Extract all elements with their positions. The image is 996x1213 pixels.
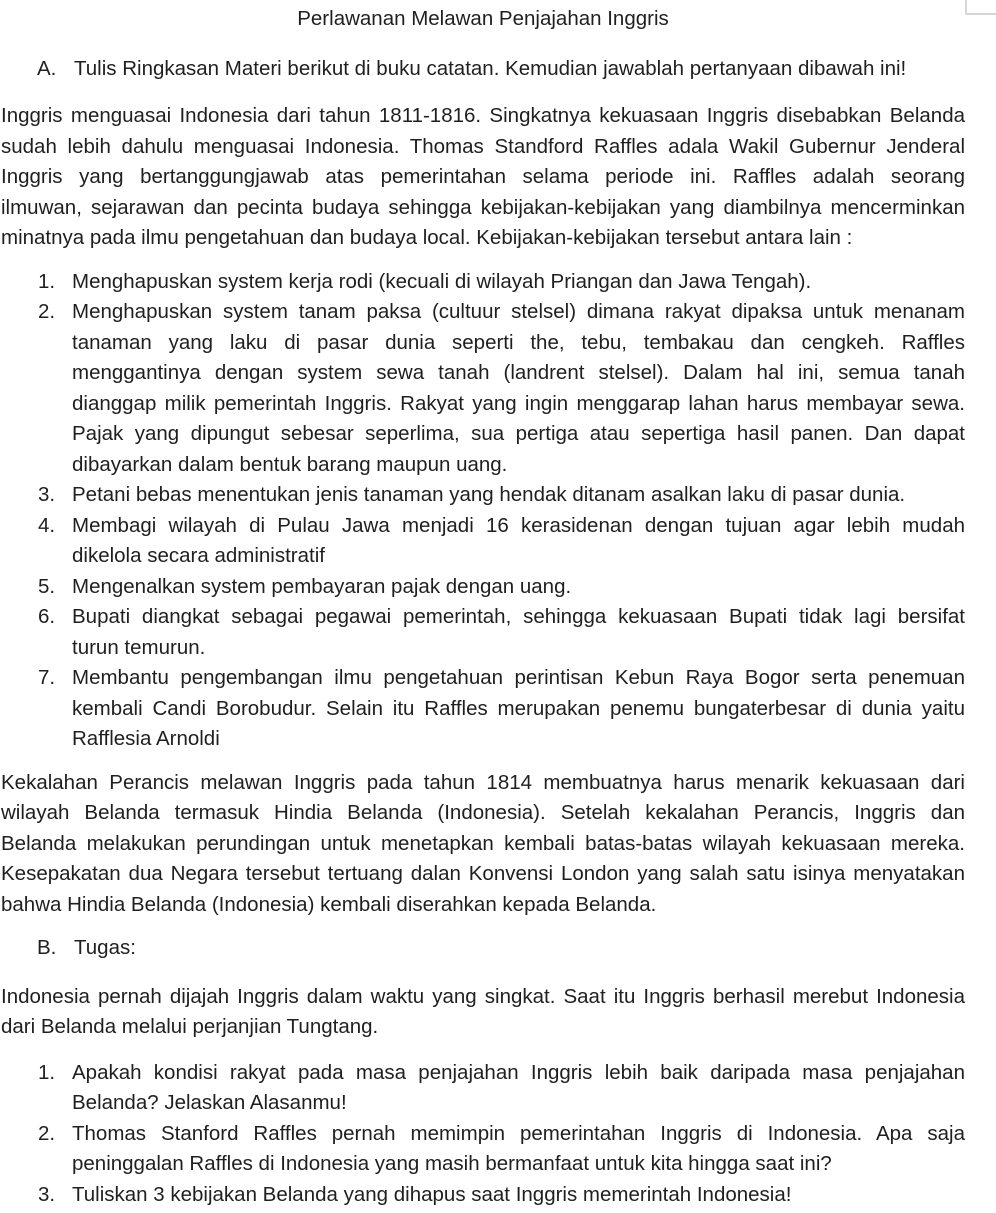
paragraph-line: wilayah Belanda termasuk Hindia Belanda (Indonesia). Setelah kekalahan Perancis, Inggris dan (1, 801, 965, 824)
list-item-line: dianggap milik pemerintah Inggris. Rakyat yang ingin menggarap lahan harus membayar sewa. (72, 391, 965, 415)
paragraph-line: Kesepakatan dua Negara tersebut tertuang dalan Konvensi London yang salah satu isinya menyatakan (1, 862, 965, 885)
list-item-number: 3. (38, 483, 56, 506)
paragraph-line: Inggris menguasai Indonesia dari tahun 1811-1816. Singkatnya kekuasaan Inggris disebabkan Belanda (1, 104, 965, 127)
section-a-text: Tulis Ringkasan Materi berikut di buku catatan. Kemudian jawablah pertanyaan dibawah ini! (74, 56, 907, 80)
list-item-line: Menghapuskan system kerja rodi (kecuali di wilayah Priangan dan Jawa Tengah). (72, 269, 812, 293)
policy-list-item (1, 480, 965, 511)
list-item-line: menggantinya dengan system sewa tanah (landrent stelsel). Dalam hal ini, semua tanah (72, 361, 965, 384)
task-list-item (1, 1180, 965, 1211)
policy-list-item (1, 511, 965, 572)
intro-paragraph (1, 101, 965, 254)
list-item-number: 1. (38, 269, 56, 293)
section-b-marker: B. (37, 936, 57, 959)
paragraph-line: minatnya pada ilmu pengetahuan dan budaya local. Kebijakan-kebijakan tersebut antara lain : (1, 226, 853, 249)
paragraph-line: bahwa Hindia Belanda (Indonesia) kembali diserahkan kepada Belanda. (1, 892, 657, 916)
section-b-heading (1, 933, 965, 964)
policy-list-item (1, 572, 965, 603)
paragraph-line: dari Belanda melalui perjanjian Tungtang. (1, 1015, 379, 1038)
policies-list (1, 267, 965, 755)
paragraph-line: Belanda melakukan perundingan untuk menetapkan kembali batas-batas wilayah kekuasaan mereka. (1, 831, 965, 855)
paragraph-line: Indonesia pernah dijajah Inggris dalam waktu yang singkat. Saat itu Inggris berhasil merebut Indonesia (1, 984, 965, 1008)
policy-list-item (1, 297, 965, 480)
document-title: Perlawanan Melawan Penjajahan Inggris (297, 7, 669, 30)
list-item-number: 7. (38, 666, 56, 689)
list-item-number: 3. (38, 1182, 56, 1206)
list-item-line: Bupati diangkat sebagai pegawai pemerintah, sehingga kekuasaan Bupati tidak lagi bersifat (72, 605, 965, 628)
list-item-line: Tuliskan 3 kebijakan Belanda yang dihapus saat Inggris memerintah Indonesia! (72, 1182, 792, 1206)
paragraph-line: sudah lebih dahulu menguasai Indonesia. Thomas Standford Raffles adala Wakil Gubernur Jenderal (1, 134, 965, 158)
section-b-text: Tugas: (74, 936, 136, 959)
list-item-number: 2. (38, 300, 56, 323)
list-item-line: Rafflesia Arnoldi (72, 727, 220, 750)
list-item-number: 4. (38, 513, 56, 537)
list-item-line: dibayarkan dalam bentuk barang maupun uang. (72, 452, 508, 476)
list-item-line: turun temurun. (72, 635, 206, 659)
task-list-item (1, 1058, 965, 1119)
section-a-marker: A. (37, 56, 57, 80)
list-item-line: tanaman yang laku di pasar dunia seperti the, tebu, tembakau dan cengkeh. Raffles (72, 330, 965, 354)
policy-list-item (1, 267, 965, 298)
task-list-item (1, 1119, 965, 1180)
policy-list-item (1, 602, 965, 663)
list-item-line: Menghapuskan system tanam paksa (cultuur stelsel) dimana rakyat dipaksa untuk menanam (72, 300, 965, 323)
list-item-line: Belanda? Jelaskan Alasanmu! (72, 1091, 347, 1114)
list-item-line: Membantu pengembangan ilmu pengetahuan perintisan Kebun Raya Bogor serta penemuan (72, 666, 965, 689)
list-item-line: dikelola secara administratif (72, 544, 325, 567)
paragraph-line: Inggris yang bertanggungjawab atas pemerintahan selama periode ini. Raffles adalah seorang (1, 165, 965, 188)
cropped-ui-box (965, 0, 996, 15)
paragraph-line: ilmuwan, sejarawan dan pecinta budaya sehingga kebijakan-kebijakan yang diambilnya mencerminkan (1, 195, 965, 219)
list-item-line: Mengenalkan system pembayaran pajak dengan uang. (72, 574, 572, 598)
list-item-line: Pajak yang dipungut sebesar seperlima, sua pertiga atau sepertiga hasil panen. Dan dapat (72, 422, 965, 445)
list-item-line: peninggalan Raffles di Indonesia yang masih bermanfaat untuk kita hingga saat ini? (72, 1152, 832, 1175)
tasks-list (1, 1058, 965, 1211)
closing-paragraph (1, 768, 965, 921)
paragraph-line: Kekalahan Perancis melawan Inggris pada tahun 1814 membuatnya harus menarik kekuasaan dari (1, 770, 965, 794)
section-a-heading (1, 54, 965, 85)
tasks-intro-paragraph (1, 982, 965, 1043)
list-item-line: Membagi wilayah di Pulau Jawa menjadi 16 kerasidenan dengan tujuan agar lebih mudah (72, 513, 965, 537)
policy-list-item (1, 663, 965, 755)
list-item-line: Petani bebas menentukan jenis tanaman yang hendak ditanam asalkan laku di pasar dunia. (72, 483, 906, 506)
list-item-line: Apakah kondisi rakyat pada masa penjajahan Inggris lebih baik daripada masa penjajahan (72, 1060, 965, 1084)
list-item-number: 6. (38, 605, 56, 628)
list-item-number: 1. (38, 1060, 56, 1084)
list-item-line: kembali Candi Borobudur. Selain itu Raffles merupakan penemu bungaterbesar di dunia yaitu (72, 696, 965, 720)
list-item-line: Thomas Stanford Raffles pernah memimpin pemerintahan Inggris di Indonesia. Apa saja (72, 1121, 965, 1145)
list-item-number: 2. (38, 1121, 56, 1145)
list-item-number: 5. (38, 574, 56, 598)
